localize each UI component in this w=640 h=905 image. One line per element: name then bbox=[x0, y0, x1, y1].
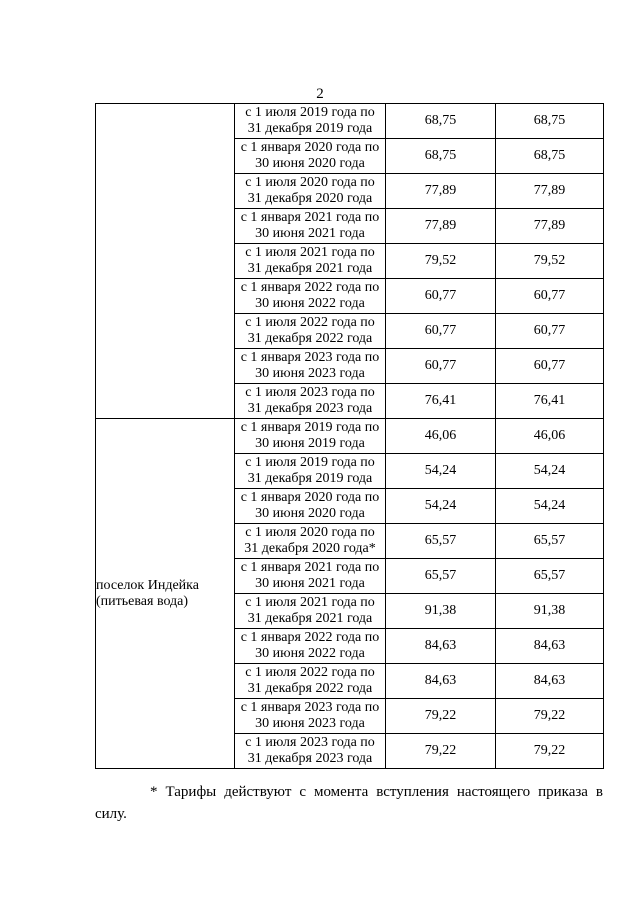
period-cell bbox=[235, 104, 386, 139]
period-cell bbox=[235, 524, 386, 559]
tariff-value-vat-cell: 77,89 bbox=[496, 174, 604, 209]
tariff-value-cell: 91,38 bbox=[386, 594, 496, 629]
period-cell bbox=[235, 349, 386, 384]
tariff-value-vat-cell: 60,77 bbox=[496, 279, 604, 314]
tariff-table-body bbox=[96, 104, 604, 769]
period-end: 31 декабря 2022 года bbox=[247, 331, 373, 346]
period-cell bbox=[235, 139, 386, 174]
period-start: с 1 января 2023 года по bbox=[240, 350, 380, 365]
tariff-value-vat-cell: 68,75 bbox=[496, 139, 604, 174]
tariff-value-vat-cell: 84,63 bbox=[496, 629, 604, 664]
period-start: с 1 января 2021 года по bbox=[240, 560, 380, 575]
tariff-value-vat-cell: 60,77 bbox=[496, 314, 604, 349]
tariff-value-cell: 68,75 bbox=[386, 104, 496, 139]
footnote: * Тарифы действуют с момента вступления настоящего приказа в силу. bbox=[95, 784, 603, 822]
tariff-value-cell: 68,75 bbox=[386, 139, 496, 174]
tariff-value-vat-cell: 68,75 bbox=[496, 104, 604, 139]
period-end: 30 июня 2020 года bbox=[255, 506, 365, 521]
tariff-value-cell: 77,89 bbox=[386, 209, 496, 244]
tariff-value-cell: 60,77 bbox=[386, 349, 496, 384]
tariff-value-cell: 65,57 bbox=[386, 559, 496, 594]
tariff-value-cell: 84,63 bbox=[386, 629, 496, 664]
tariff-value-cell: 79,22 bbox=[386, 699, 496, 734]
period-start: с 1 января 2021 года по bbox=[240, 210, 380, 225]
tariff-value-vat-cell: 54,24 bbox=[496, 489, 604, 524]
period-start: с 1 января 2020 года по bbox=[240, 490, 380, 505]
period-end: 31 декабря 2020 года* bbox=[244, 541, 376, 556]
period-start: с 1 января 2023 года по bbox=[240, 700, 380, 715]
period-end: 30 июня 2022 года bbox=[255, 296, 365, 311]
period-cell bbox=[235, 699, 386, 734]
tariff-value-cell: 84,63 bbox=[386, 664, 496, 699]
tariff-value-vat-cell: 79,22 bbox=[496, 699, 604, 734]
locality-cell bbox=[96, 419, 235, 769]
tariff-value-vat-cell: 54,24 bbox=[496, 454, 604, 489]
tariff-value-vat-cell: 46,06 bbox=[496, 419, 604, 454]
tariff-value-cell: 60,77 bbox=[386, 279, 496, 314]
period-start: с 1 июля 2021 года по bbox=[245, 245, 375, 260]
period-end: 30 июня 2023 года bbox=[255, 366, 365, 381]
period-start: с 1 января 2020 года по bbox=[240, 140, 380, 155]
tariff-table bbox=[95, 103, 604, 769]
period-end: 31 декабря 2023 года bbox=[247, 751, 373, 766]
period-cell bbox=[235, 559, 386, 594]
tariff-value-cell: 76,41 bbox=[386, 384, 496, 419]
period-end: 30 июня 2021 года bbox=[255, 226, 365, 241]
period-end: 30 июня 2020 года bbox=[255, 156, 365, 171]
period-start: с 1 июля 2022 года по bbox=[245, 315, 375, 330]
tariff-value-vat-cell: 77,89 bbox=[496, 209, 604, 244]
tariff-value-cell: 79,52 bbox=[386, 244, 496, 279]
locality-name: поселок Индейка bbox=[96, 577, 199, 593]
period-cell bbox=[235, 209, 386, 244]
period-cell bbox=[235, 489, 386, 524]
period-end: 30 июня 2023 года bbox=[255, 716, 365, 731]
tariff-value-vat-cell: 79,52 bbox=[496, 244, 604, 279]
period-end: 31 декабря 2023 года bbox=[247, 401, 373, 416]
period-end: 31 декабря 2019 года bbox=[247, 471, 373, 486]
table-row bbox=[96, 419, 604, 454]
tariff-value-vat-cell: 65,57 bbox=[496, 524, 604, 559]
period-end: 31 декабря 2022 года bbox=[247, 681, 373, 696]
period-start: с 1 июля 2023 года по bbox=[245, 735, 375, 750]
tariff-value-vat-cell: 84,63 bbox=[496, 664, 604, 699]
period-cell bbox=[235, 384, 386, 419]
tariff-value-cell: 65,57 bbox=[386, 524, 496, 559]
period-start: с 1 июля 2021 года по bbox=[245, 595, 375, 610]
period-end: 31 декабря 2019 года bbox=[247, 121, 373, 136]
period-start: с 1 июля 2020 года по bbox=[245, 525, 375, 540]
period-end: 30 июня 2022 года bbox=[255, 646, 365, 661]
period-end: 30 июня 2021 года bbox=[255, 576, 365, 591]
period-start: с 1 января 2019 года по bbox=[240, 420, 380, 435]
period-start: с 1 января 2022 года по bbox=[240, 280, 380, 295]
table-row bbox=[96, 104, 604, 139]
period-cell bbox=[235, 664, 386, 699]
period-cell bbox=[235, 734, 386, 769]
period-start: с 1 июля 2023 года по bbox=[245, 385, 375, 400]
page-number: 2 bbox=[316, 86, 324, 102]
tariff-value-cell: 54,24 bbox=[386, 454, 496, 489]
tariff-value-cell: 46,06 bbox=[386, 419, 496, 454]
period-start: с 1 июля 2022 года по bbox=[245, 665, 375, 680]
tariff-value-vat-cell: 60,77 bbox=[496, 349, 604, 384]
tariff-value-vat-cell: 91,38 bbox=[496, 594, 604, 629]
period-start: с 1 января 2022 года по bbox=[240, 630, 380, 645]
tariff-value-vat-cell: 76,41 bbox=[496, 384, 604, 419]
period-start: с 1 июля 2020 года по bbox=[245, 175, 375, 190]
tariff-value-cell: 60,77 bbox=[386, 314, 496, 349]
tariff-value-vat-cell: 65,57 bbox=[496, 559, 604, 594]
period-start: с 1 июля 2019 года по bbox=[245, 105, 375, 120]
period-cell bbox=[235, 279, 386, 314]
period-cell bbox=[235, 629, 386, 664]
tariff-value-cell: 54,24 bbox=[386, 489, 496, 524]
period-end: 30 июня 2019 года bbox=[255, 436, 365, 451]
locality-cell bbox=[96, 104, 235, 419]
period-cell bbox=[235, 419, 386, 454]
period-cell bbox=[235, 594, 386, 629]
period-cell bbox=[235, 314, 386, 349]
period-cell bbox=[235, 174, 386, 209]
period-end: 31 декабря 2021 года bbox=[247, 261, 373, 276]
tariff-value-cell: 77,89 bbox=[386, 174, 496, 209]
tariff-value-vat-cell: 79,22 bbox=[496, 734, 604, 769]
period-cell bbox=[235, 244, 386, 279]
period-cell bbox=[235, 454, 386, 489]
period-end: 31 декабря 2020 года bbox=[247, 191, 373, 206]
period-end: 31 декабря 2021 года bbox=[247, 611, 373, 626]
locality-water-type: (питьевая вода) bbox=[96, 593, 189, 609]
tariff-value-cell: 79,22 bbox=[386, 734, 496, 769]
period-start: с 1 июля 2019 года по bbox=[245, 455, 375, 470]
